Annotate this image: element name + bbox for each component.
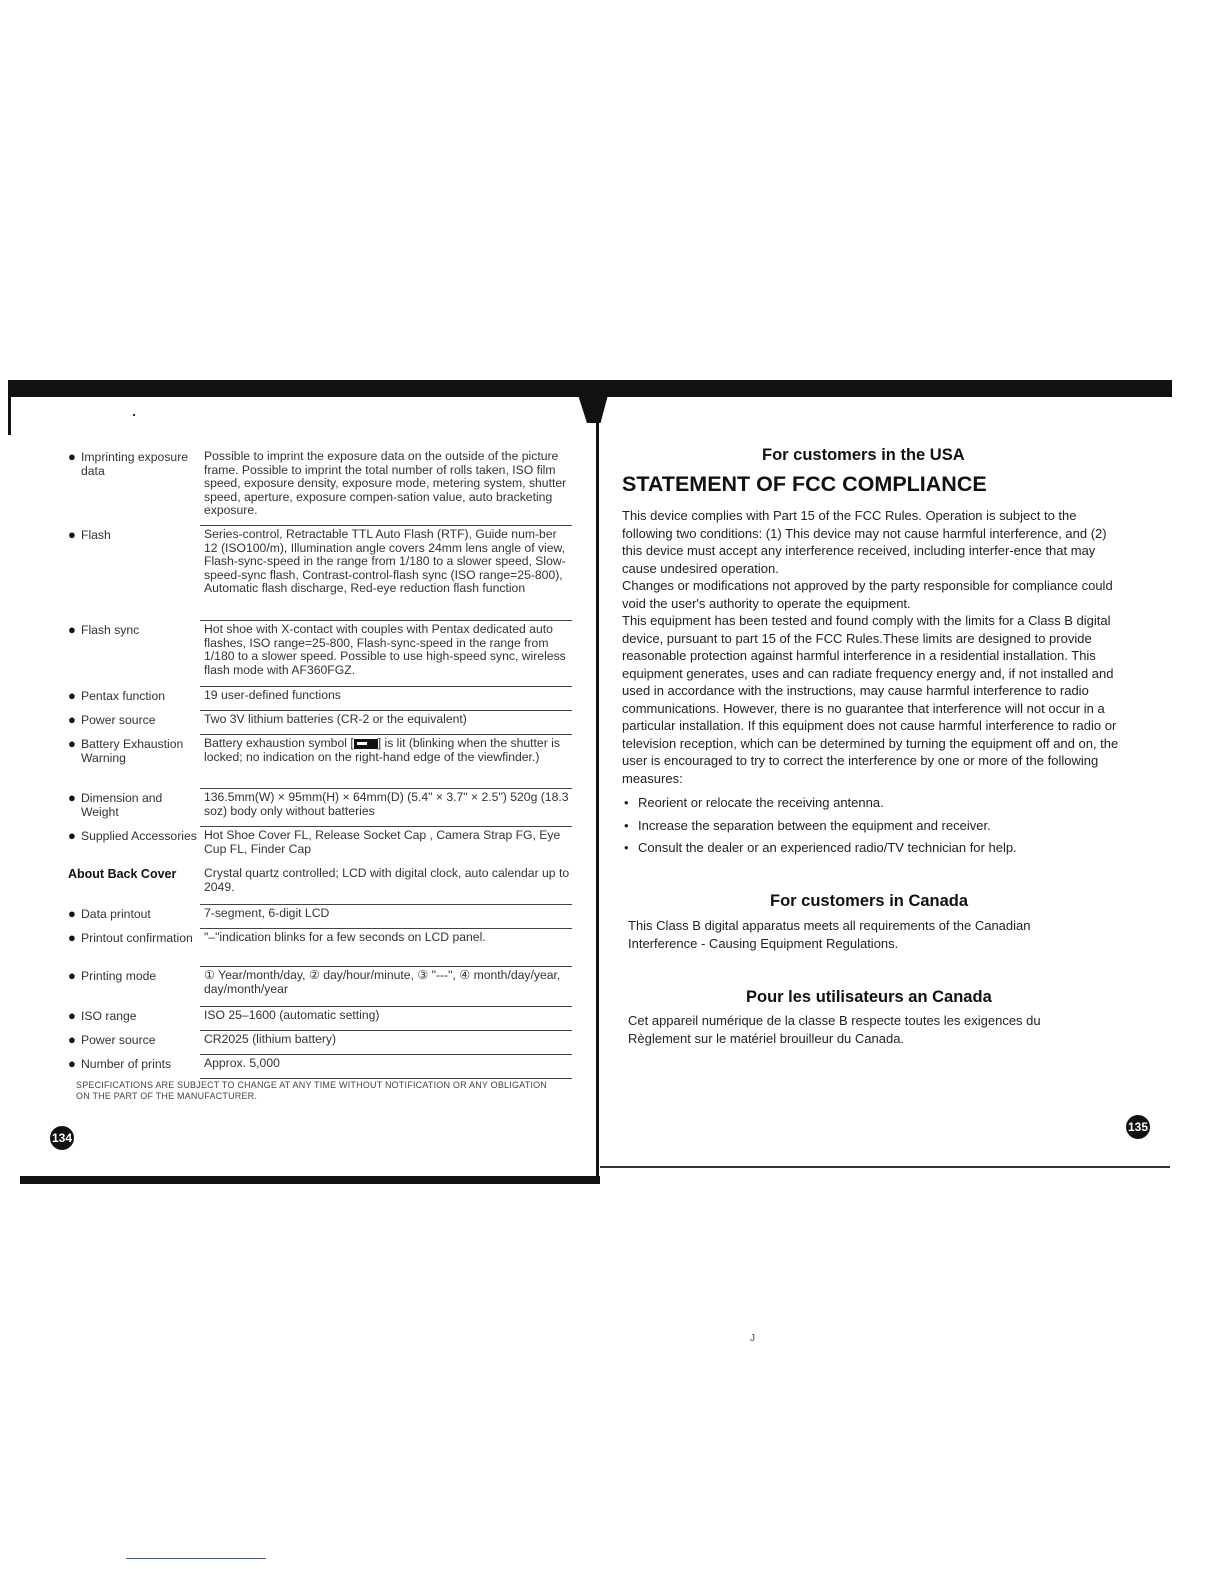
spec-label: Dimension and Weight — [81, 791, 163, 819]
spec-row-data-printout: ● Data printout 7-segment, 6-digit LCD — [68, 907, 572, 931]
spec-label: Number of prints — [81, 1057, 172, 1071]
left-edge-mark — [8, 395, 11, 435]
spec-row-imprinting: ● Imprinting exposure data Possible to imprint the exposure data on the outside of the picture frame. Possible to imprint the total number of rolls taken, ISO film speed, exposure density, exposure mode, metering system, shutter speed, aperture, exposure compen-sation value, auto bracketing exposure. — [68, 450, 572, 528]
spec-label: Data printout — [81, 907, 151, 921]
fcc-measures-list — [624, 794, 1104, 862]
canada-heading: For customers in Canada — [770, 892, 969, 910]
spec-label: Supplied Accessories — [81, 829, 197, 843]
page-number-left: 134 — [50, 1126, 74, 1150]
spec-value: 136.5mm(W) × 95mm(H) × 64mm(D) (5.4" × 3.7" × 2.5") 520g (18.3 soz) body only without batteries — [204, 790, 569, 818]
page-number-right: 135 — [1126, 1115, 1150, 1139]
spec-value: Approx. 5,000 — [204, 1056, 280, 1070]
spec-value: ISO 25–1600 (automatic setting) — [204, 1008, 380, 1022]
spec-table — [68, 450, 572, 1081]
spec-row-pentax-function: ● Pentax function 19 user-defined functions — [68, 689, 572, 713]
spec-label: Imprinting exposure data — [81, 450, 189, 478]
spec-label: Battery Exhaustion Warning — [81, 737, 184, 765]
spec-row-flash-sync: ● Flash sync Hot shoe with X-contact with couples with Pentax dedicated auto flashes, ISO range=25-800, Flash-sync-speed in the range from 1/180 to a slower speed. Possible to use high-speed sync, wireless flash mode with AF360FGZ. — [68, 623, 572, 689]
spec-value: Battery exhaustion symbol [ ] is lit (blinking when the shutter is locked; no indication on the right-hand edge of the viewfinder.) — [204, 736, 560, 764]
usa-heading: For customers in the USA — [762, 446, 965, 464]
spec-label: Printout confirmation — [81, 931, 193, 945]
fcc-title: STATEMENT OF FCC COMPLIANCE — [622, 472, 987, 496]
speck — [133, 414, 135, 416]
spec-footnote: SPECIFICATIONS ARE SUBJECT TO CHANGE AT ANY TIME WITHOUT NOTIFICATION OR ANY OBLIGATION ON THE PART OF THE MANUFACTURER. — [76, 1080, 547, 1101]
spec-value: CR2025 (lithium battery) — [204, 1032, 337, 1046]
spec-value: ① Year/month/day, ② day/hour/minute, ③ "---", ④ month/day/year, day/month/year — [204, 968, 561, 996]
canada-fr-text: Cet appareil numérique de la classe B respecte toutes les exigences du Règlement sur le matériel brouilleur du Canada. — [628, 1013, 1041, 1046]
spec-label: Flash — [81, 528, 111, 542]
list-item: • Consult the dealer or an experienced radio/TV technician for help. — [624, 840, 1017, 855]
spec-row-printout-confirmation: ● Printout confirmation "–"indication blinks for a few seconds on LCD panel. — [68, 931, 572, 969]
spec-row-power-source-2: ● Power source CR2025 (lithium battery) — [68, 1033, 572, 1057]
canada-fr-heading: Pour les utilisateurs an Canada — [746, 988, 992, 1006]
spec-row-dimension: ● Dimension and Weight 136.5mm(W) × 95mm(H) × 64mm(D) (5.4" × 3.7" × 2.5") 520g (18.3 soz) body only without batteries — [68, 791, 572, 829]
spec-row-number-of-prints: ● Number of prints Approx. 5,000 — [68, 1057, 572, 1081]
list-item: • Reorient or relocate the receiving antenna. — [624, 795, 884, 810]
spec-row-battery-warning: ● Battery Exhaustion Warning Battery exhaustion symbol [ ] is lit (blinking when the shutter is locked; no indication on the right-hand edge of the viewfinder.) — [68, 737, 572, 791]
spec-value: "–"indication blinks for a few seconds on LCD panel. — [204, 930, 486, 944]
center-binding-mark — [578, 395, 608, 423]
spec-value: Series-control, Retractable TTL Auto Flash (RTF), Guide num-ber 12 (ISO100/m), Illumination angle covers 24mm lens angle of view, Flash-sync-speed in the range from 1/180 to a slower speed, Slow-speed-sync flash, Contrast-control-flash sync (ISO range=25-800), Automatic flash discharge, Red-eye reduction flash function — [204, 527, 566, 595]
fcc-paragraph-2: Changes or modifications not approved by the party responsible for compliance could void the user's authority to operate the equipment. — [622, 578, 1113, 611]
spec-row-back-cover — [68, 867, 572, 907]
page-spine — [596, 420, 599, 1180]
spec-value: 19 user-defined functions — [204, 688, 341, 702]
spec-value: Two 3V lithium batteries (CR-2 or the equivalent) — [204, 712, 467, 726]
spec-value: Hot shoe with X-contact with couples with Pentax dedicated auto flashes, ISO range=25-800, Flash-sync-speed in the range from 1/180 to a slower speed. Possible to use high-speed sync, wireless flash mode with AF360FGZ. — [204, 622, 566, 677]
fcc-paragraph-3: This equipment has been tested and found comply with the limits for a Class B digital device, pursuant to part 15 of the FCC Rules.These limits are designed to provide reasonable protection against harmful interference in a residential installation. This equipment generates, uses and can radiate frequency energy and, if not installed and used in accordance with the instructions, may cause harmful interference to radio communications. However, there is no guarantee that interference will not occur in a particular installation. If this equipment does not cause harmful interference to radio or television reception, which can be determined by turning the equipment off and on, the user is encouraged to try to correct the interference by one or more of the following measures: — [622, 613, 1119, 786]
spec-value: Crystal quartz controlled; LCD with digital clock, auto calendar up to 2049. — [204, 866, 570, 894]
spec-label: Power source — [81, 713, 156, 727]
list-item: • Increase the separation between the equipment and receiver. — [624, 817, 991, 833]
spec-label: Printing mode — [81, 969, 157, 983]
battery-exhaustion-icon — [354, 739, 378, 749]
spec-value: 7-segment, 6-digit LCD — [204, 906, 330, 920]
bottom-border-bar — [20, 1176, 600, 1184]
underline-mark — [126, 1558, 266, 1559]
spec-label: Pentax function — [81, 689, 166, 703]
top-border-bar — [8, 380, 1172, 397]
spec-row-power-source: ● Power source Two 3V lithium batteries (CR-2 or the equivalent) — [68, 713, 572, 737]
spec-heading: About Back Cover — [68, 867, 177, 881]
spec-label: ISO range — [81, 1009, 137, 1023]
fcc-paragraph-1: This device complies with Part 15 of the FCC Rules. Operation is subject to the following two conditions: (1) This device may not cause harmful interference, and (2) this device must accept any interference received, including interfer-ence that may cause undesired operation. — [622, 508, 1107, 576]
spec-row-flash: ● Flash Series-control, Retractable TTL Auto Flash (RTF), Guide num-ber 12 (ISO100/m), Illumination angle covers 24mm lens angle of view, Flash-sync-speed in the range from 1/180 to a slower speed, Slow-speed-sync flash, Contrast-control-flash sync (ISO range=25-800), Automatic flash discharge, Red-eye reduction flash function — [68, 528, 572, 623]
spec-row-iso-range: ● ISO range ISO 25–1600 (automatic setting) — [68, 1009, 572, 1033]
spec-label: Power source — [81, 1033, 156, 1047]
spec-row-accessories: ● Supplied Accessories Hot Shoe Cover FL, Release Socket Cap , Camera Strap FG, Eye Cup FL, Finder Cap — [68, 829, 572, 867]
stray-mark: J — [750, 1333, 755, 1344]
spec-label: Flash sync — [81, 623, 140, 637]
canada-text: This Class B digital apparatus meets all requirements of the Canadian Interference - Causing Equipment Regulations. — [628, 918, 1031, 951]
spec-value: Possible to imprint the exposure data on the outside of the picture frame. Possible to imprint the total number of rolls taken, ISO film speed, exposure density, exposure mode, metering system, shutter speed, aperture, exposure compen-sation value, auto bracketing exposure. — [204, 449, 567, 517]
spec-row-printing-mode: ● Printing mode ① Year/month/day, ② day/hour/minute, ③ "---", ④ month/day/year, day/month/year — [68, 969, 572, 1009]
bottom-border-line — [600, 1166, 1170, 1168]
spec-value: Hot Shoe Cover FL, Release Socket Cap , Camera Strap FG, Eye Cup FL, Finder Cap — [204, 828, 561, 856]
